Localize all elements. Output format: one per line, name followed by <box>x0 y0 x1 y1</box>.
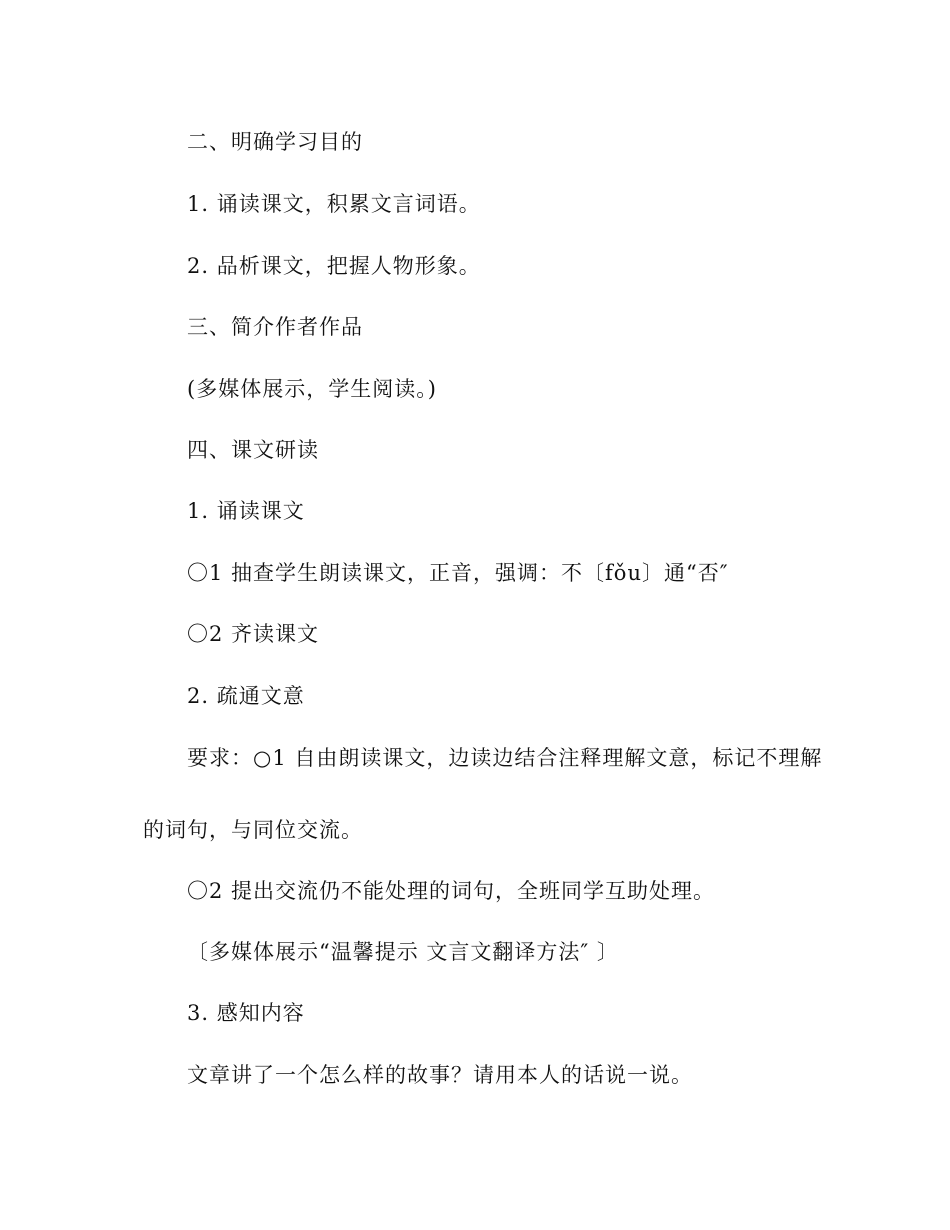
paragraph-multimedia-note: (多媒体展示，学生阅读。) <box>187 377 437 401</box>
section-heading-text-study: 四、课文研读 <box>187 438 319 462</box>
section-heading-learning-goals: 二、明确学习目的 <box>187 130 363 154</box>
paragraph-recite-step-2: 〇2 齐读课文 <box>187 622 320 646</box>
subheading-understand-meaning: 2. 疏通文意 <box>187 684 305 708</box>
paragraph-requirements-continued: 的词句，与同位交流。 <box>143 818 363 842</box>
subheading-recite: 1. 诵读课文 <box>187 499 305 523</box>
paragraph-requirements-step-2: 〇2 提出交流仍不能处理的词句，全班同学互助处理。 <box>187 879 716 903</box>
section-heading-author-intro: 三、简介作者作品 <box>187 315 363 339</box>
subheading-perceive-content: 3. 感知内容 <box>187 1001 305 1025</box>
goal-item-2: 2. 品析课文，把握人物形象。 <box>187 254 481 278</box>
paragraph-recite-step-1: 〇1 抽查学生朗读课文，正音，强调：不〔fǒu〕通“否″ <box>187 561 729 585</box>
paragraph-requirements: 要求：○1 自由朗读课文，边读边结合注释理解文意，标记不理解 <box>187 746 823 770</box>
goal-item-1: 1. 诵读课文，积累文言词语。 <box>187 192 481 216</box>
paragraph-translation-tips: 〔多媒体展示“温馨提示 文言文翻译方法″ 〕 <box>187 940 619 964</box>
paragraph-story-question: 文章讲了一个怎么样的故事？请用本人的话说一说。 <box>187 1063 693 1087</box>
